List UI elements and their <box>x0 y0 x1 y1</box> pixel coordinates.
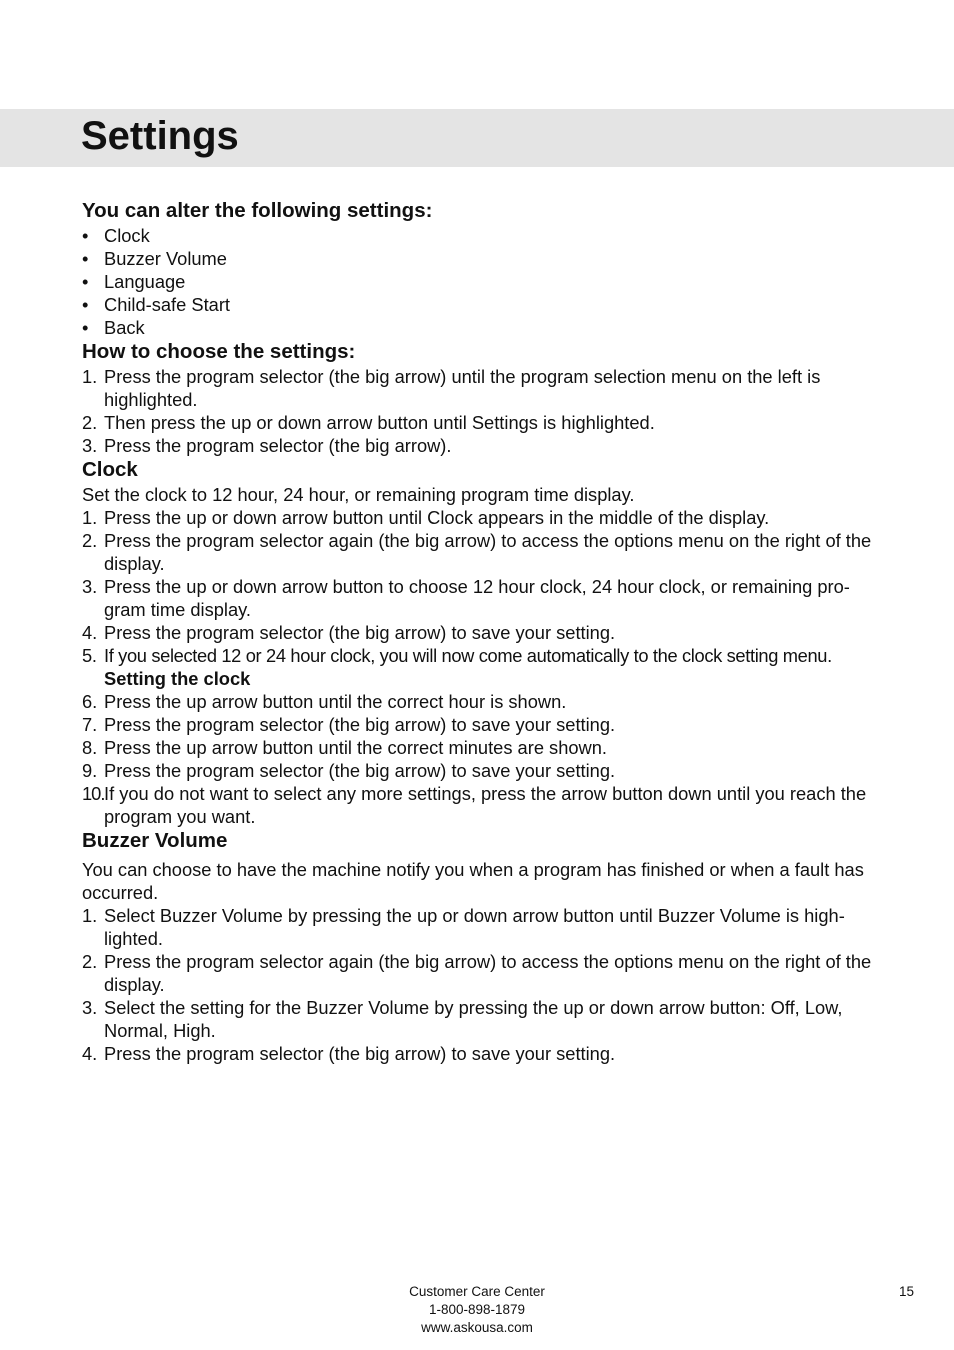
list-item: • Language <box>82 270 877 293</box>
page-content <box>82 198 877 1065</box>
step-text: Select Buzzer Volume by pressing the up or down arrow button until Buzzer Volume is high-lighted. <box>104 905 845 949</box>
choose-heading: How to choose the settings: <box>82 340 356 363</box>
step-number: 3. <box>82 997 98 1018</box>
step-number: 10. <box>82 783 105 804</box>
choose-steps <box>82 365 877 457</box>
step-text: Press the up or down arrow button to choose 12 hour clock, 24 hour clock, or remaining pro-gram time display. <box>104 576 850 620</box>
list-item <box>82 690 877 713</box>
page-number: 15 <box>898 1284 914 1299</box>
step-number: 2. <box>82 412 98 433</box>
step-text: Then press the up or down arrow button until Settings is highlighted. <box>104 412 655 433</box>
list-item: • Child-safe Start <box>82 293 877 316</box>
step-number: 1. <box>82 366 98 387</box>
step-number: 7. <box>82 714 98 735</box>
step-text: Press the program selector again (the big arrow) to access the options menu on the right of the display. <box>104 530 872 574</box>
list-item <box>82 411 877 434</box>
buzzer-steps <box>82 904 877 1065</box>
list-item <box>82 644 877 667</box>
buzzer-heading: Buzzer Volume <box>82 829 228 852</box>
page-title: Settings <box>81 114 239 158</box>
step-text: If you selected 12 or 24 hour clock, you will now come automatically to the clock setting menu. <box>104 645 832 666</box>
list-item: • Clock <box>82 224 877 247</box>
clock-steps <box>82 506 877 667</box>
step-text: Press the up arrow button until the correct hour is shown. <box>104 691 567 712</box>
step-text: Press the program selector (the big arrow) to save your setting. <box>104 760 616 781</box>
footer-line: Customer Care Center <box>409 1284 545 1299</box>
step-text: Press the program selector (the big arrow) to save your setting. <box>104 622 616 643</box>
list-item <box>82 529 877 575</box>
list-item <box>82 904 877 950</box>
list-item <box>82 736 877 759</box>
list-item <box>82 1042 877 1065</box>
list-item <box>82 950 877 996</box>
list-item <box>82 506 877 529</box>
list-item: • Back <box>82 316 877 339</box>
clock-intro: Set the clock to 12 hour, 24 hour, or remaining program time display. <box>82 484 635 505</box>
step-number: 2. <box>82 530 98 551</box>
footer-contact <box>0 1283 954 1337</box>
step-number: 6. <box>82 691 98 712</box>
step-text: Press the up or down arrow button until Clock appears in the middle of the display. <box>104 507 770 528</box>
list-item <box>82 365 877 411</box>
step-number: 3. <box>82 576 98 597</box>
step-text: Press the program selector (the big arrow) to save your setting. <box>104 1043 616 1064</box>
step-number: 4. <box>82 622 98 643</box>
step-number: 9. <box>82 760 98 781</box>
setting-clock-subheading: Setting the clock <box>104 668 251 689</box>
list-item <box>82 434 877 457</box>
footer-phone: 1-800-898-1879 <box>428 1302 526 1317</box>
list-item <box>82 621 877 644</box>
step-text: Press the up arrow button until the correct minutes are shown. <box>104 737 607 758</box>
step-number: 1. <box>82 905 98 926</box>
step-number: 8. <box>82 737 98 758</box>
step-text: Press the program selector (the big arrow) to save your setting. <box>104 714 616 735</box>
step-text: Press the program selector (the big arrow) until the program selection menu on the left is highlighted. <box>104 366 821 410</box>
list-item <box>82 996 877 1042</box>
clock-heading: Clock <box>82 458 138 481</box>
step-number: 1. <box>82 507 98 528</box>
step-number: 2. <box>82 951 98 972</box>
list-item <box>82 575 877 621</box>
list-item <box>82 782 877 828</box>
step-text: If you do not want to select any more settings, press the arrow button down until you reach the program you want. <box>104 783 867 827</box>
step-number: 3. <box>82 435 98 456</box>
settings-list-heading: You can alter the following settings: <box>82 199 433 222</box>
footer-website: www.askousa.com <box>421 1320 533 1335</box>
step-text: Press the program selector (the big arrow). <box>104 435 452 456</box>
settings-list <box>82 224 877 339</box>
list-item <box>82 713 877 736</box>
clock-setting-steps <box>82 690 877 828</box>
list-item <box>82 759 877 782</box>
step-text: Select the setting for the Buzzer Volume by pressing the up or down arrow button: Off, Low, Normal, High. <box>104 997 843 1041</box>
step-number: 4. <box>82 1043 98 1064</box>
step-text: Press the program selector again (the big arrow) to access the options menu on the right of the display. <box>104 951 872 995</box>
buzzer-intro: You can choose to have the machine notify you when a program has finished or when a fault has occurred. <box>82 859 864 903</box>
list-item: • Buzzer Volume <box>82 247 877 270</box>
step-number: 5. <box>82 645 97 666</box>
